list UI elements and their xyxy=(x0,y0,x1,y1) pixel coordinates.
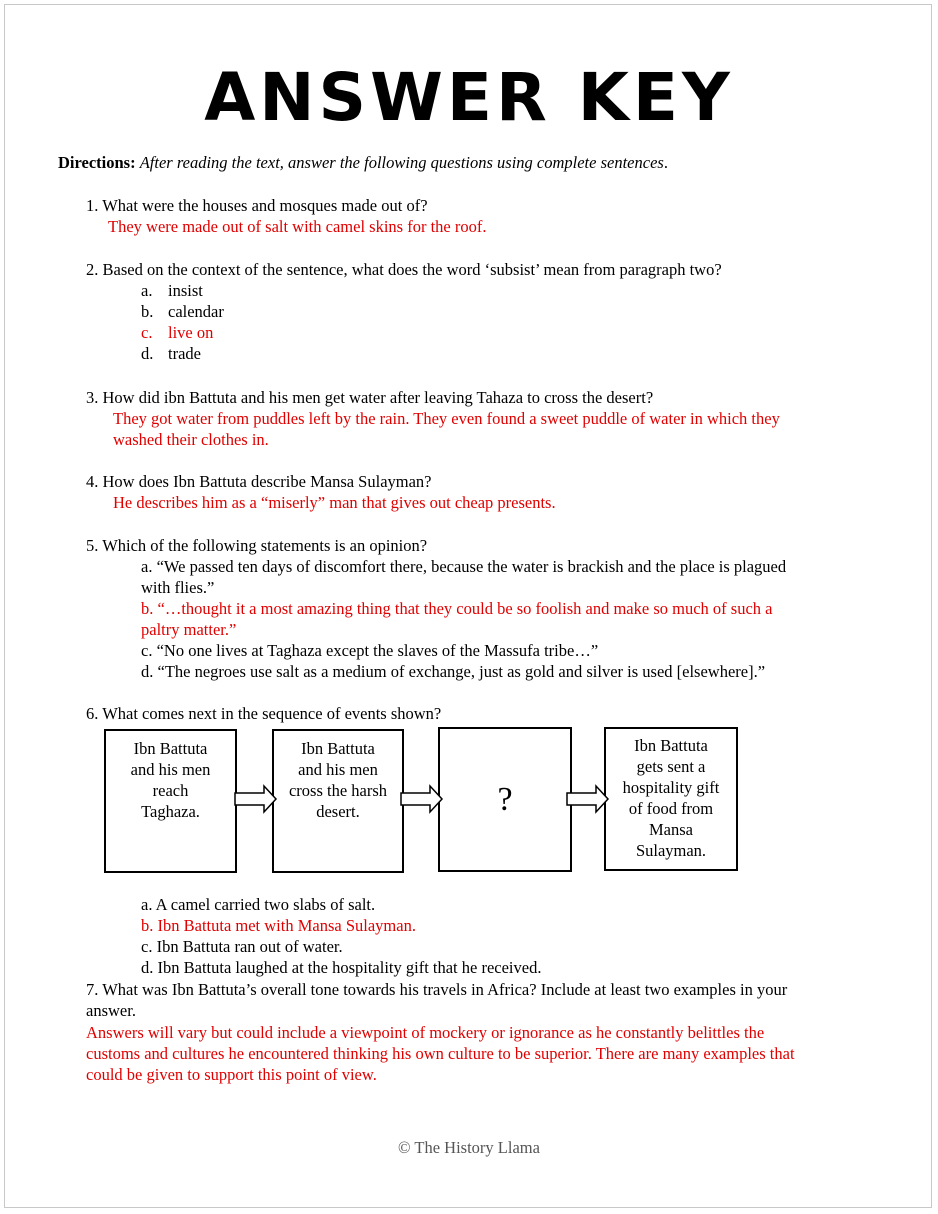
q7-answer-line3: could be given to support this point of view. xyxy=(86,1065,377,1084)
q2-option-d: trade xyxy=(168,344,201,363)
q4-question: 4. How does Ibn Battuta describe Mansa Sulayman? xyxy=(86,472,432,491)
q4-answer: He describes him as a “miserly” man that gives out cheap presents. xyxy=(113,493,556,512)
sequence-box-3 xyxy=(438,727,572,872)
sequence-box-3-question-mark: ? xyxy=(497,781,513,818)
q2-option-b: calendar xyxy=(168,302,224,321)
page-title: ANSWER KEY xyxy=(204,59,734,136)
q6-option-b: b. Ibn Battuta met with Mansa Sulayman. xyxy=(141,916,416,935)
q5-option-b-line1: b. “…thought it a most amazing thing that they could be so foolish and make so much of such a xyxy=(141,599,773,618)
q5-option-b-line2: paltry matter.” xyxy=(141,620,237,639)
footer-copyright: © The History Llama xyxy=(398,1138,540,1157)
q7-question-line2: answer. xyxy=(86,1001,136,1020)
q3-answer-line2: washed their clothes in. xyxy=(113,430,269,449)
q7-answer-line1: Answers will vary but could include a viewpoint of mockery or ignorance as he constantly belittles the xyxy=(86,1023,765,1042)
sequence-box-2 xyxy=(272,729,404,873)
right-arrow-icon xyxy=(234,784,278,814)
q6-option-c: c. Ibn Battuta ran out of water. xyxy=(141,937,343,956)
q1-answer: They were made out of salt with camel skins for the roof. xyxy=(108,217,487,236)
sequence-box-1-text: Ibn Battuta and his men reach Taghaza. xyxy=(130,739,211,821)
q5-option-a-line1: a. “We passed ten days of discomfort there, because the water is brackish and the place is plagued xyxy=(141,557,787,576)
q3-question: 3. How did ibn Battuta and his men get water after leaving Tahaza to cross the desert? xyxy=(86,388,654,407)
q2-option-d-letter: d. xyxy=(141,344,154,363)
sequence-box-4-text: Ibn Battuta gets sent a hospitality gift of food from Mansa Sulayman. xyxy=(622,736,720,860)
q6-question: 6. What comes next in the sequence of events shown? xyxy=(86,704,442,723)
sequence-box-2-text: Ibn Battuta and his men cross the harsh desert. xyxy=(288,739,388,821)
q2-option-c-letter: c. xyxy=(141,323,153,342)
directions-label: Directions: xyxy=(58,153,136,172)
q5-option-a-line2: with flies.” xyxy=(141,578,215,597)
q5-option-d: d. “The negroes use salt as a medium of exchange, just as gold and silver is used [elsewhere].” xyxy=(141,662,766,681)
directions-end: . xyxy=(663,153,668,172)
q7-answer-line2: customs and cultures he encountered thinking his own culture to be superior. There are many examples that xyxy=(86,1044,795,1063)
q2-option-a-letter: a. xyxy=(141,281,153,300)
q2-option-b-letter: b. xyxy=(141,302,154,321)
q3-answer-line1: They got water from puddles left by the rain. They even found a sweet puddle of water in which they xyxy=(113,409,780,428)
sequence-box-1 xyxy=(104,729,237,873)
right-arrow-icon xyxy=(566,784,610,814)
q2-option-a: insist xyxy=(168,281,203,300)
q2-question: 2. Based on the context of the sentence, what does the word ‘subsist’ mean from paragraph two? xyxy=(86,260,722,279)
q1-question: 1. What were the houses and mosques made out of? xyxy=(86,196,428,215)
q5-option-c: c. “No one lives at Taghaza except the slaves of the Massufa tribe…” xyxy=(141,641,599,660)
right-arrow-icon xyxy=(400,784,444,814)
q6-option-a: a. A camel carried two slabs of salt. xyxy=(141,895,376,914)
directions-text: After reading the text, answer the following questions using complete sentences xyxy=(139,153,664,172)
sequence-box-4 xyxy=(604,727,738,871)
q5-question: 5. Which of the following statements is an opinion? xyxy=(86,536,428,555)
q7-question-line1: 7. What was Ibn Battuta’s overall tone towards his travels in Africa? Include at least two examples in your xyxy=(86,980,788,999)
q2-option-c: live on xyxy=(168,323,214,342)
directions xyxy=(58,152,668,173)
q6-option-d: d. Ibn Battuta laughed at the hospitality gift that he received. xyxy=(141,958,542,977)
